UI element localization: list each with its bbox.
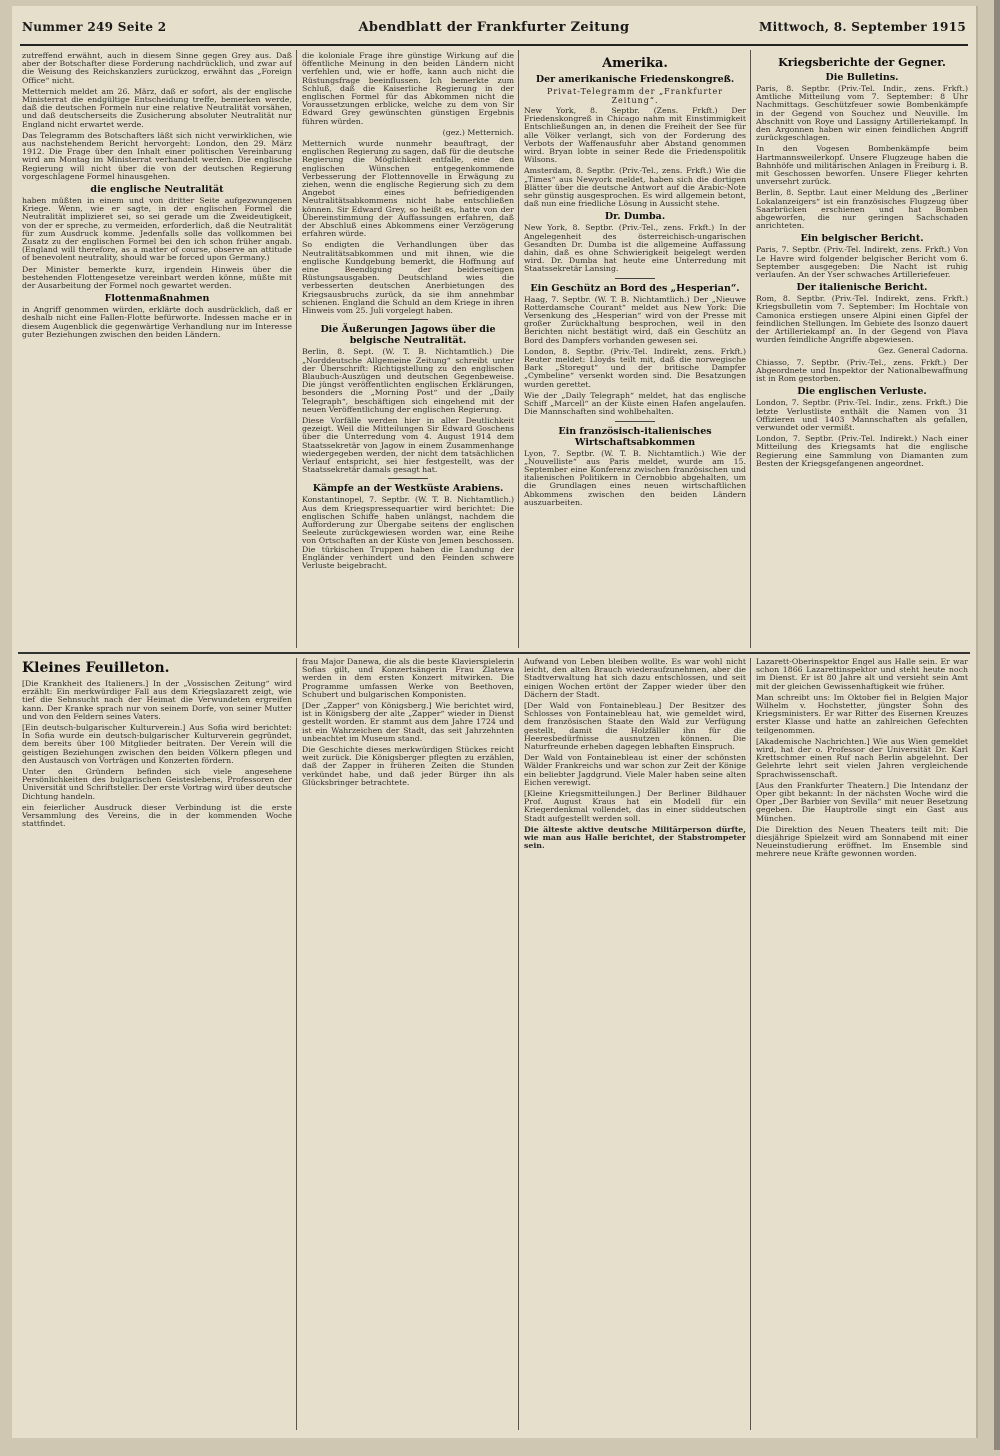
feuilleton-column-2	[302, 658, 514, 1430]
paragraph: London, 7. Septbr. (Priv.-Tel. Indir., zens. Frkft.) Die letzte Verlustliste enthält die Namen von 31 Offizieren und 1403 Mannschaften als gefallen, verwundet oder vermißt.	[756, 398, 968, 432]
paragraph: New York, 8. Septbr. (Zens. Frkft.) Der Friedenskongreß in Chicago nahm mit Einstimmigkeit Entschließungen an, in denen die Freiheit der See für alle Völker verlangt, sich von der Forderung des Verbots der Waffenausfuhr aber Abstand genommen wird. Bryan lobte in seiner Rede die Friedenspolitik Wilsons.	[524, 106, 746, 165]
paragraph: [Der „Zapper“ von Königsberg.] Wie berichtet wird, ist in Königsberg der alte „Zapper“ wieder in Dienst gestellt worden. Er stammt aus dem Jahre 1724 und ist ein Wahrzeichen der Stadt, das seit Jahrzehnten unbeachtet im Museum stand.	[302, 701, 514, 743]
paragraph: Lazarett-Oberinspektor Engel aus Halle sein. Er war schon 1866 Lazarettinspektor und steht heute noch im Dienst. Er ist 80 Jahre alt und versieht sein Amt mit der gleichen Gewissenhaftigkeit wie früher.	[756, 658, 968, 691]
paragraph: haben müßten in einem und von dritter Seite aufgezwungenen Kriege. Wenn, wie er sagte, in der englischen Formel die Neutralität implizieret sei, so sei gerade um die Zweideutigkeit, von der er spreche, zu vermeiden, erforderlich, daß die Neutralität für zum Ausdruck komme. Jedenfalls solle das vollkommen bei Zusatz zu der englischen Formel bei den ich schon früher angab. (England will therefore, as a matter of course, observe an attitude of benevolent neutrality, should war be forced upon Germany.)	[22, 196, 292, 263]
paragraph: So endigten die Verhandlungen über das Neutralitätsabkommen und mit ihnen, wie die englische Kundgebung bemerkt, die Hoffnung auf eine Beendigung der beiderseitigen Rüstungsausgaben. Deutschland wies die verbesserten deutschen Anerbietungen des Kriegsausbruchs zurück, da sie ihm annehmbar schienen. England die Schuld an dem Kriege in ihren Hinweis vom 25. Juli vorgelegt haben.	[302, 240, 514, 316]
article-column-4	[756, 52, 968, 648]
separator	[615, 278, 655, 279]
masthead	[20, 10, 968, 46]
article-headline: Kämpfe an der Westküste Arabiens.	[312, 483, 504, 495]
article-column-1	[22, 52, 292, 648]
paragraph: die koloniale Frage ihre günstige Wirkung auf die öffentliche Meinung in den beiden Ländern nicht verfehlen und, wie er hoffe, kann auch nicht die Rüstungsfrage beeinflussen. Ich bemerkte zum Schluß, daß die Kaiserliche Regierung in der englischen Formel für das Abkommen nicht die Voraussetzungen erblicke, welche zu dem von Sir Edward Grey gewünschten günstigen Ergebnis führen würden.	[302, 52, 514, 126]
paragraph: Die Geschichte dieses merkwürdigen Stückes reicht weit zurück. Die Königsberger pflegten zu erzählen, daß der Zapper in früheren Zeiten die Stunden verkündet habe, und daß jeder Bürger ihn als Glücksbringer betrachtete.	[302, 745, 514, 787]
section-subheading: Ein belgischer Bericht.	[800, 233, 924, 245]
paragraph: in Angriff genommen würden, erklärte doch ausdrücklich, daß er deshalb nicht eine Fallen-Flotte befürworte. Indessen mache er in diesem Augenblick die gegenwärtige Verhandlung nur im Interesse guter Beziehungen zwischen den beiden Ländern.	[22, 305, 292, 339]
paragraph: [Der Wald von Fontainebleau.] Der Besitzer des Schlosses von Fontainebleau hat, wie gemeldet wird, dem französischen Staate den Wald zur Verfügung gestellt, damit die Holzfäller ihn für die Heeresbedürfnisse ausnutzen können. Die Naturfreunde erheben dagegen lebhaften Einspruch.	[524, 701, 746, 752]
separator	[388, 478, 428, 479]
paragraph: Unter den Gründern befinden sich viele angesehene Persönlichkeiten des bulgarischen Geisteslebens, Professoren der Universität und Schriftsteller. Der erste Vortrag wird über deutsche Dichtung handeln.	[22, 767, 292, 801]
paragraph: [Kleine Kriegsmitteilungen.] Der Berliner Bildhauer Prof. August Kraus hat ein Modell für ein Kriegerdenkmal vollendet, das in einer süddeutschen Stadt aufgestellt werden soll.	[524, 789, 746, 823]
newspaper-title: Abendblatt der Frankfurter Zeitung	[358, 20, 630, 35]
section-subheading: die englische Neutralität	[90, 184, 224, 196]
paragraph: Der Minister bemerkte kurz, irgendein Hinweis über die bestehenden Flottengesetze vereinbart werden könne, müßte mit der Ausarbeitung der Formel noch gewartet werden.	[22, 264, 292, 291]
article-headline: Ein Geschütz an Bord des „Hesperian“.	[530, 282, 740, 294]
issue-date: Mittwoch, 8. September 1915	[759, 20, 966, 34]
paragraph: London, 7. Septbr. (Priv.-Tel. Indirekt.) Nach einer Mitteilung des Kriegsamts hat die englische Regierung eine Sammlung von Diamanten zum Besten der Kriegsgefangenen angeordnet.	[756, 434, 968, 468]
paragraph: Paris, 8. Septbr. (Priv.-Tel. Indir., zens. Frkft.) Amtliche Mitteilung vom 7. September: 8 Uhr Nachmittags. Geschützfeuer sowie Bombenkämpfe in der Gegend von Souchez und Neuville. Im Abschnitt von Roye und Lassigny Artilleriekampf. In den Argonnen haben wir einen feindlichen Angriff zurückgeschlagen.	[756, 84, 968, 143]
section-subheading: Die Bulletins.	[825, 72, 899, 83]
feuilleton-column-1	[22, 658, 292, 1430]
paragraph: [Die Krankheit des Italieners.] In der „Vossischen Zeitung“ wird erzählt: Ein merkwürdiger Fall aus dem Kriegslazarett zeigt, wie tief die Sehnsucht nach der Heimat die Verwundeten ergreifen kann. Der Kranke sprach nur von seinem Dorfe, von seiner Mutter und von den Feldern seines Vaters.	[22, 679, 292, 721]
article-headline: Ein französisch-italienisches Wirtschaftsabkommen	[558, 425, 712, 448]
paragraph: Amsterdam, 8. Septbr. (Priv.-Tel., zens. Frkft.) Wie die „Times“ aus Newyork meldet, haben sich die dortigen Blätter über die deutsche Antwort auf die Arabic-Note sehr günstig ausgesprochen. Es wird allgemein betont, daß nun eine friedliche Lösung in Aussicht stehe.	[524, 166, 746, 209]
paragraph: [Aus den Frankfurter Theatern.] Die Intendanz der Oper gibt bekannt: In der nächsten Woche wird die Oper „Der Barbier von Sevilla“ mit neuer Besetzung gegeben. Die Hauptrolle singt ein Gast aus München.	[756, 780, 968, 823]
paragraph: [Ein deutsch-bulgarischer Kulturverein.] Aus Sofia wird berichtet: In Sofia wurde ein deutsch-bulgarischer Kulturverein gegründet, dem bereits über 100 Mitglieder beitraten. Der Verein will die geistigen Beziehungen zwischen den beiden Völkern pflegen und den Austausch von Vorträgen und Konzerten fördern.	[22, 723, 292, 765]
paragraph: Metternich wurde nunmehr beauftragt, der englischen Regierung zu sagen, daß für die deutsche Regierung die Möglichkeit entfalle, eine den englischen Wünschen entgegenkommende Verbesserung der Flottennovelle in Erwägung zu ziehen, wenn die englische Regierung sich zu dem Angebot eines befriedigenden Neutralitätsabkommens nicht habe entschließen können. Sir Edward Grey, so heißt es, hatte von der Übereinstimmung der Auffassungen erfahren, daß der Abschluß eines Abkommens einer Verzögerung erfahren würde.	[302, 139, 514, 239]
paragraph: New York, 8. Septbr. (Priv.-Tel., zens. Frkft.) In der Angelegenheit des österreichisch-ungarischen Gesandten Dr. Dumba ist die allgemeine Auffassung dahin, daß es ohne Schwierigkeit beigelegt werden wird. Dr. Dumba hat heute eine Unterredung mit Staatssekretär Lansing.	[524, 223, 746, 274]
article-headline: Der amerikanische Friedenskongreß.	[535, 74, 735, 85]
paragraph: Wie der „Daily Telegraph“ meldet, hat das englische Schiff „Marcell“ an der Küste einen Hafen angelaufen. Die Mannschaften sind wohlbehalten.	[524, 390, 746, 417]
separator	[388, 319, 428, 320]
paragraph: Haag, 7. Septbr. (W. T. B. Nichtamtlich.) Der „Nieuwe Rotterdamsche Courant“ meldet aus New York: Die Versenkung des „Hesperian“ wird von der Presse mit großer Zurückhaltung besprochen, weil in den Berichten nicht bestätigt wird, daß ein Geschütz an Bord des Dampfers vorhanden gewesen sei.	[524, 294, 746, 345]
issue-number: Nummer 249 Seite 2	[22, 20, 167, 34]
paragraph: In den Vogesen Bombenkämpfe beim Hartmannsweilerkopf. Unsere Flugzeuge haben die Bahnhöfe und militärischen Anlagen in Freiburg i. B. mit Geschossen beworfen. Unsere Flieger kehrten unversehrt zurück.	[756, 144, 968, 187]
separator	[615, 421, 655, 422]
article-headline: Dr. Dumba.	[604, 211, 666, 223]
paragraph: Aufwand von Leben bleiben wollte. Es war wohl nicht leicht, den alten Brauch wiederaufzunehmen, aber die Stadtverwaltung hat sich dazu entschlossen, und seit einigen Wochen ertönt der Zapper wieder über den Dächern der Stadt.	[524, 658, 746, 699]
section-heading: Kriegsberichte der Gegner.	[778, 56, 946, 69]
paragraph: London, 8. Septbr. (Priv.-Tel. Indirekt, zens. Frkft.) Reuter meldet: Lloyds teilt mit, daß die norwegische Bark „Storegut“ und der britische Dampfer „Cymbeline“ versenkt worden sind. Die Besatzungen wurden gerettet.	[524, 346, 746, 389]
column-rule	[296, 50, 297, 648]
column-rule	[518, 658, 519, 1430]
feuilleton-rule	[18, 652, 970, 654]
paragraph: Metternich meldet am 26. März, daß er sofort, als der englische Ministerrat die endgültige Entscheidung treffe, bemerken werde, daß die deutschen Formeln nur eine relative Neutralität vorsähen, und daß deutscherseits die Zusicherung absoluter Neutralität nur England nicht erwartet werde.	[22, 86, 292, 129]
signature: Gez. General Cadorna.	[878, 346, 968, 356]
paragraph: zutreffend erwähnt, auch in diesem Sinne gegen Grey aus. Daß aber der Botschafter diese Forderung nachdrücklich, und zwar auf die Weisung des Reichskanzlers zurückzog, erwähnt das „Foreign Office“ nicht.	[22, 52, 292, 85]
paragraph: Berlin, 8. Septbr. Laut einer Meldung des „Berliner Lokalanzeigers“ ist ein französisches Flugzeug über Saarbrücken erschienen und hat Bomben abgeworfen, die nur geringen Sachschaden anrichteten.	[756, 188, 968, 231]
paragraph: Chiasso, 7. Septbr. (Priv.-Tel., zens. Frkft.) Der Abgeordnete und Inspektor der Nationalbewaffnung ist in Rom gestorben.	[756, 357, 968, 384]
column-rule	[750, 50, 751, 648]
article-column-3	[524, 52, 746, 648]
paragraph: Die älteste aktive deutsche Militärperson dürfte, wie man aus Halle berichtet, der Stabstrompeter sein.	[524, 824, 746, 851]
paragraph: Der Wald von Fontainebleau ist einer der schönsten Wälder Frankreichs und war schon zur Zeit der Könige ein beliebter Jagdgrund. Viele Maler haben seine alten Eichen verewigt.	[524, 753, 746, 787]
newspaper-page	[12, 6, 976, 1438]
column-rule	[518, 50, 519, 648]
section-subheading: Die englischen Verluste.	[797, 386, 927, 398]
column-rule	[750, 658, 751, 1430]
feuilleton-column-4	[756, 658, 968, 1430]
paragraph: Das Telegramm des Botschafters läßt sich nicht verwirklichen, wie aus nachstehendem Bericht hervorgeht: London, den 29. März 1912. Die Frage über den Inhalt einer politischen Vereinbarung wird am Montag im Ministerrat verhandelt werden. Die englische Regierung will nicht über die von der deutschen Regierung vorgeschlagene Formel hinausgehen.	[22, 130, 292, 181]
paragraph: Berlin, 8. Sept. (W. T. B. Nichtamtlich.) Die „Norddeutsche Allgemeine Zeitung“ schreibt unter der Überschrift: Richtigstellung zu den englischen Blaubuch-Auszügen und deutschen Gegenbeweise. Die jüngst veröffentlichten englischen Erklärungen, besonders die „Morning Post“ und der „Daily Telegraph“, beschäftigen sich eingehend mit der neuen Veröffentlichung der englischen Regierung.	[302, 347, 514, 414]
paragraph: Man schreibt uns: Im Oktober fiel in Belgien Major Wilhelm v. Hochstetter, jüngster Sohn des Kriegsministers. Er war Ritter des Eisernen Kreuzes erster Klasse und hatte an zahlreichen Gefechten teilgenommen.	[756, 692, 968, 735]
paragraph: Konstantinopel, 7. Septbr. (W. T. B. Nichtamtlich.) Aus dem Kriegspressequartier wird berichtet: Die englischen Schiffe haben unlängst, nachdem die Aufforderung zur Übergabe seitens der englischen Seeleute zurückgewiesen worden war, eine Reihe von Ortschaften an der Küste von Jemen beschossen. Die türkischen Truppen haben die Landung der Engländer verhindert und den Feinden schwere Verluste beigebracht.	[302, 495, 514, 570]
paragraph: Paris, 7. Septbr. (Priv.-Tel. Indirekt, zens. Frkft.) Von Le Havre wird folgender belgischer Bericht vom 6. September ausgegeben: Die Nacht ist ruhig verlaufen. An der Yser schwaches Artilleriefeuer.	[756, 245, 968, 280]
book-spine	[994, 0, 1000, 1450]
paragraph: Die Direktion des Neuen Theaters teilt mit: Die diesjährige Spielzeit wird am Sonnabend mit einer Neueinstudierung eröffnet. Im Ensemble sind mehrere neue Kräfte gewonnen worden.	[756, 824, 968, 859]
telegram-note: Privat-Telegramm der „Frankfurter Zeitung“.	[546, 87, 724, 105]
paragraph: Rom, 8. Septbr. (Priv.-Tel. Indirekt, zens. Frkft.) Kriegsbulletin vom 7. September: Im Hochtale von Camonica erstiegen unsere Alpini einen Gipfel der feindlichen Stellungen. Im Gebiete des Isonzo dauert der Artilleriekampf an. In der Gegend von Plava wurden feindliche Angriffe abgewiesen.	[756, 294, 968, 345]
feuilleton-heading: Kleines Feuilleton.	[22, 660, 170, 676]
section-subheading: Flottenmaßnahmen	[104, 293, 210, 305]
paragraph: [Akademische Nachrichten.] Wie aus Wien gemeldet wird, hat der o. Professor der Universität Dr. Karl Krettschmer einen Ruf nach Berlin abgelehnt. Der Gelehrte lehrt seit vielen Jahren vergleichende Sprachwissenschaft.	[756, 736, 968, 779]
section-subheading: Der italienische Bericht.	[796, 282, 928, 294]
article-headline: Die Äußerungen Jagows über die belgische Neutralität.	[320, 324, 496, 347]
section-heading: Amerika.	[602, 56, 668, 71]
paragraph: Lyon, 7. Septbr. (W. T. B. Nichtamtlich.) Wie der „Nouvelliste“ aus Paris meldet, wurde am 15. September eine Konferenz zwischen französischen und italienischen Politikern in Cernobbio abgehalten, um die Grundlagen eines neuen wirtschaftlichen Abkommens zwischen den beiden Ländern auszuarbeiten.	[524, 448, 746, 507]
feuilleton-column-3	[524, 658, 746, 1430]
signature: (gez.) Metternich.	[442, 127, 514, 137]
paragraph: frau Major Danewa, die als die beste Klavierspielerin Sofias gilt, und Konzertsängerin Frau Zlatewa werden in dem ersten Konzert mitwirken. Die Programme umfassen Werke von Beethoven, Schubert und bulgarischen Komponisten.	[302, 658, 514, 699]
paragraph: Diese Vorfälle werden hier in aller Deutlichkeit gezeigt. Weil die Mitteilungen Sir Edward Goschens über die Unterredung vom 4. August 1914 dem Staatssekretär von Jagow in einem Zusammenhange wiedergegeben werden, der nicht dem tatsächlichen Verlauf entspricht, sei hier festgestellt, was der Staatssekretär damals gesagt hat.	[302, 415, 514, 475]
column-rule	[296, 658, 297, 1430]
article-column-2	[302, 52, 514, 648]
paragraph: ein feierlicher Ausdruck dieser Verbindung ist die erste Versammlung des Vereins, die in der kommenden Woche stattfindet.	[22, 802, 292, 829]
